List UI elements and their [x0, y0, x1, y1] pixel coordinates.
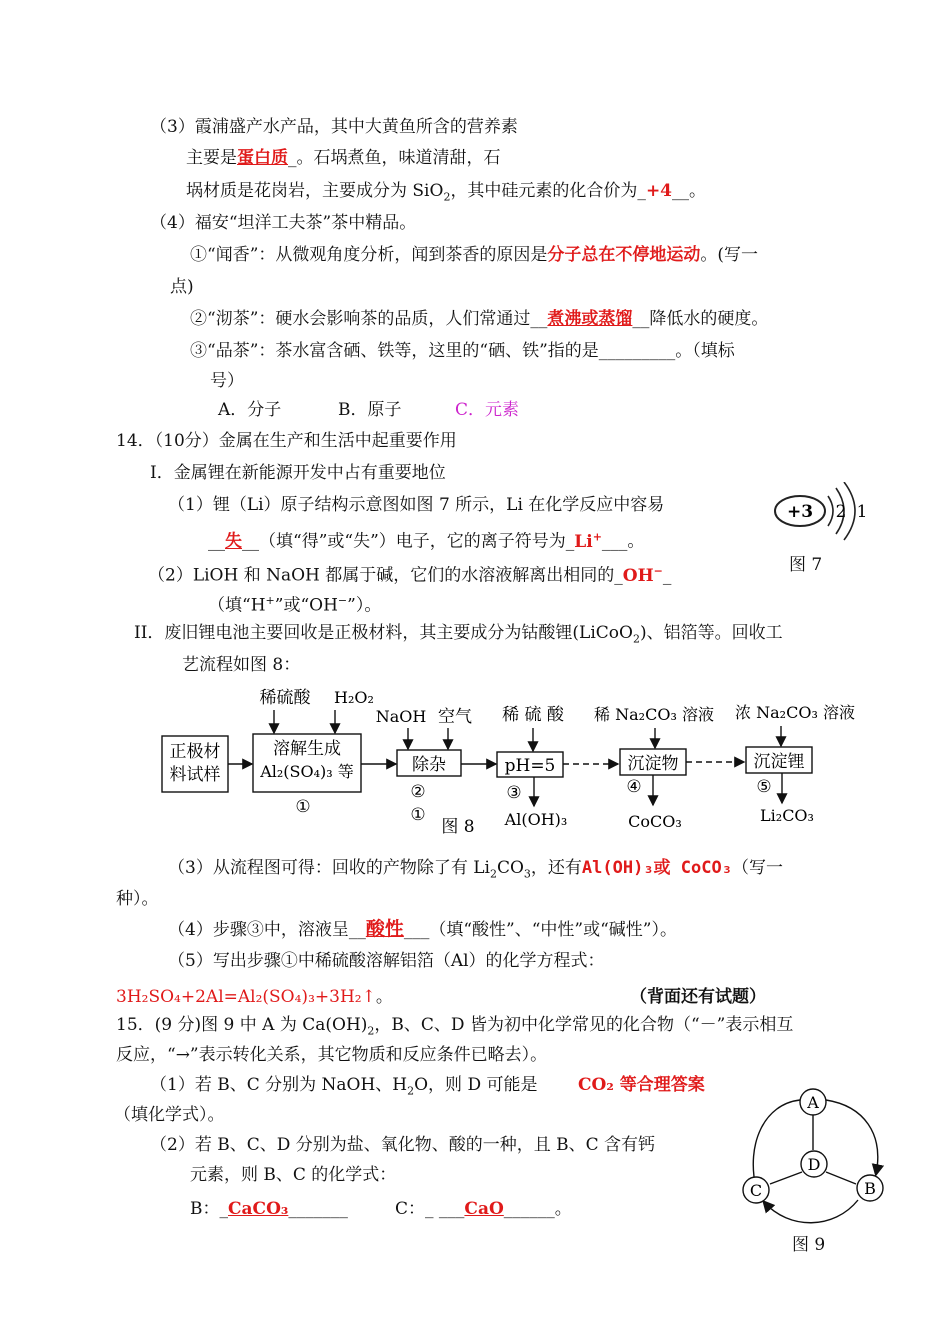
reaction-diagram	[734, 1084, 894, 1234]
text: ，还有	[530, 858, 582, 878]
text: ”）。	[347, 595, 382, 616]
node-b-label: B	[864, 1179, 876, 1198]
text: C：_ ___	[395, 1199, 465, 1219]
q13-p4-sub1	[190, 244, 758, 266]
q13-p3-line2	[186, 147, 501, 169]
back-page-note: （背面还有试题）	[630, 987, 766, 1007]
box-sample-line1: 正极材	[169, 742, 221, 762]
step-3: ③	[506, 783, 522, 803]
input-conc-na2co3: 浓 Na₂CO₃ 溶液	[735, 703, 855, 722]
option-b: B．原子	[338, 400, 402, 420]
option-c-answer: C．元素	[455, 400, 520, 420]
q15-p1-line1: （1）若 B、C 分别为 NaOH、$H_2O$，则 D 可能是	[150, 1075, 538, 1098]
answer-c-cao: CaO	[464, 1199, 504, 1219]
option-a: A．分子	[218, 400, 282, 420]
answer-boiling: 煮沸或蒸馏	[547, 309, 633, 329]
q13-p4-sub2	[190, 308, 768, 330]
step-2: ②	[410, 782, 426, 802]
text: __。	[672, 181, 707, 201]
shell-arc-1	[828, 496, 833, 526]
q15-c-answer-line	[395, 1198, 572, 1220]
text: ”或“OH	[274, 595, 338, 616]
node-c-label: C	[749, 1181, 763, 1200]
q14-p5: （5）写出步骤①中稀硫酸溶解铝箔（Al）的化学方程式：	[168, 951, 605, 971]
answer-valence: +4	[645, 181, 673, 201]
answer-products: Al(OH)₃或 CoCO₃	[581, 858, 732, 878]
input-acid-2: 稀 硫 酸	[502, 705, 564, 725]
text: （写一	[731, 858, 783, 878]
q14-title: 14．（10分）金属在生产和生活中起重要作用	[116, 431, 457, 451]
answer-molecule-motion: 分子总在不停地运动	[547, 245, 701, 265]
text: （4）步骤③中，溶液呈__	[168, 920, 366, 940]
arc-b-to-c	[764, 1200, 858, 1223]
fig9-caption: 图 9	[792, 1235, 826, 1255]
step-1: ①	[295, 797, 311, 817]
q15-b-answer-line	[190, 1198, 348, 1220]
q14-section2: II．废旧锂电池主要回收是正极材料，其主要成分为钴酸锂(LiCoO$_2$)、铝箔等。回收工	[134, 623, 783, 646]
text: （2）LiOH 和 NaOH 都属于碱，它们的水溶液解离出相同的_	[148, 565, 623, 586]
text: （1）若 B、C 分别为 NaOH、H	[150, 1075, 408, 1095]
link-d-b	[826, 1172, 856, 1184]
text: 15．(9 分)图 9 中 A 为 Ca(OH)	[116, 1015, 368, 1035]
text: （填“H	[208, 595, 266, 616]
output-coco3: CoCO₃	[628, 812, 682, 831]
arc-a-to-b	[826, 1100, 878, 1174]
text: O，则 D 可能是	[414, 1075, 538, 1095]
q13-p4-sub1-cont: 点)	[170, 277, 194, 297]
q13-p3-line3: 埚材质是花岗岩，主要成分为 SiO$_2$，其中硅元素的化合价为_+4__。	[186, 181, 707, 204]
text: ①“闻香”：从微观角度分析，闻到茶香的原因是	[190, 245, 548, 265]
shell1-count: 2	[835, 502, 847, 522]
text: ______。	[503, 1199, 572, 1219]
output-aloh3: Al(OH)₃	[504, 810, 568, 829]
q15-p2-line2: 元素，则 B、C 的化学式：	[190, 1165, 397, 1185]
input-acid: 稀硫酸	[259, 688, 311, 708]
q14-p4	[168, 918, 677, 941]
text: ___（填“酸性”、“中性”或“碱性”）。	[403, 920, 677, 940]
text: 主要是	[186, 148, 237, 168]
text: ，B、C、D 皆为初中化学常见的化合物（“－”表示相互	[374, 1015, 794, 1035]
answer-protein: 蛋白质	[237, 148, 288, 168]
text: 。	[375, 987, 393, 1007]
input-dilute-na2co3: 稀 Na₂CO₃ 溶液	[594, 705, 714, 724]
link-d-c	[770, 1172, 802, 1184]
q14-p2-line1	[148, 560, 671, 587]
li-atom-diagram	[766, 482, 876, 544]
text: CO	[496, 858, 524, 878]
text: ___。	[601, 531, 645, 552]
step-4: ④	[626, 777, 642, 797]
input-h2o2: H₂O₂	[334, 688, 374, 707]
output-li2co3: Li₂CO₃	[760, 806, 814, 825]
text: __	[208, 531, 225, 552]
fig7-caption: 图 7	[789, 555, 823, 575]
step-2b: ①	[410, 805, 426, 825]
text: OH	[622, 565, 654, 586]
text: __（填“得”或“失”）电子，它的离子符号为_	[242, 531, 575, 552]
text: （3）从流程图可得：回收的产物除了有 Li	[168, 858, 490, 878]
answer-d-co2: CO₂ 等合理答案	[578, 1075, 705, 1095]
text: )、铝箔等。回收工	[639, 623, 783, 643]
text: ②“沏茶”：硬水会影响茶的品质，人们常通过__	[190, 309, 548, 329]
q13-p4-line1: （4）福安“坦洋工夫茶”茶中精品。	[150, 213, 417, 233]
q14-p1-line2	[208, 526, 644, 553]
q14-equation-line	[116, 986, 393, 1008]
shell2-count: 1	[856, 502, 868, 522]
step-5: ⑤	[756, 777, 772, 797]
box-purify-label: 除杂	[412, 755, 446, 775]
text: _。石埚煮鱼，味道清甜，石	[288, 148, 501, 168]
q13-p3-line1: （3）霞浦盛产水产品，其中大黄鱼所含的营养素	[150, 117, 518, 137]
answer-oh: OH−	[622, 564, 663, 586]
box-sample-line2: 料试样	[169, 765, 221, 785]
q13-p4-sub3: ③“品茶”：茶水富含硒、铁等，这里的“硒、铁”指的是_________。（填标	[190, 341, 735, 361]
answer-equation: 3H₂SO₄+2Al=Al₂(SO₄)₃+3H₂↑	[116, 987, 376, 1007]
q14-p3-line1: （3）从流程图可得：回收的产物除了有 $Li_2CO_3$，还有Al(OH)₃或 CoCO₃（写一	[168, 858, 783, 881]
box-dissolve-line1: 溶解生成	[273, 739, 341, 759]
answer-acidic: 酸性	[365, 918, 404, 940]
box-lithium-label: 沉淀锂	[753, 752, 805, 772]
q15-title-line2: 反应，“→”表示转化关系，其它物质和反应条件已略去）。	[116, 1045, 548, 1065]
q13-p4-sub3-cont: 号）	[210, 371, 244, 391]
q14-section1: I．金属锂在新能源开发中占有重要地位	[150, 463, 446, 483]
q15-p2-line1: （2）若 B、C、D 分别为盐、氧化物、酸的一种，且 B、C 含有钙	[150, 1135, 656, 1155]
q15-p1-line2: （填化学式）。	[114, 1105, 225, 1125]
q14-p3-line2: 种）。	[116, 889, 159, 909]
node-a-label: A	[807, 1093, 819, 1112]
box-ph-label: pH=5	[504, 756, 556, 776]
q14-p1-line1: （1）锂（Li）原子结构示意图如图 7 所示，Li 在化学反应中容易	[168, 495, 665, 515]
node-d-label: D	[807, 1155, 821, 1174]
text: ，其中硅元素的化合价为_	[450, 181, 646, 201]
q14-p2-line2: （填“H+”或“OH−”）。	[208, 594, 382, 616]
q15-title-line1: 15．(9 分)图 9 中 A 为 $Ca(OH)_2$，B、C、D 皆为初中化学常见的化合物（“－”表示相互	[116, 1015, 794, 1038]
q14-section2-cont: 艺流程如图 8：	[182, 655, 301, 675]
fig8-caption: 图 8	[441, 817, 475, 837]
input-naoh: NaOH	[375, 707, 427, 726]
box-precipitate-label: 沉淀物	[627, 754, 679, 774]
text: II．废旧锂电池主要回收是正极材料，其主要成分为钴酸锂(LiCoO	[134, 623, 633, 643]
answer-lose: 失	[225, 531, 242, 552]
recycling-flowchart	[150, 682, 870, 842]
text: _	[662, 565, 672, 586]
box-dissolve-line2: Al₂(SO₄)₃ 等	[260, 762, 354, 781]
text: _______	[288, 1199, 348, 1219]
text: B：_	[190, 1199, 228, 1219]
answer-li-ion: Li+	[574, 530, 602, 552]
text: Li	[574, 531, 593, 552]
text: __降低水的硬度。	[632, 309, 769, 329]
answer-b-caco3: CaCO₃	[228, 1199, 289, 1219]
nucleus-charge: +3	[786, 502, 814, 522]
input-air: 空气	[438, 707, 472, 727]
text: 埚材质是花岗岩，主要成分为 SiO	[186, 181, 444, 201]
text: 。(写一	[700, 245, 759, 265]
